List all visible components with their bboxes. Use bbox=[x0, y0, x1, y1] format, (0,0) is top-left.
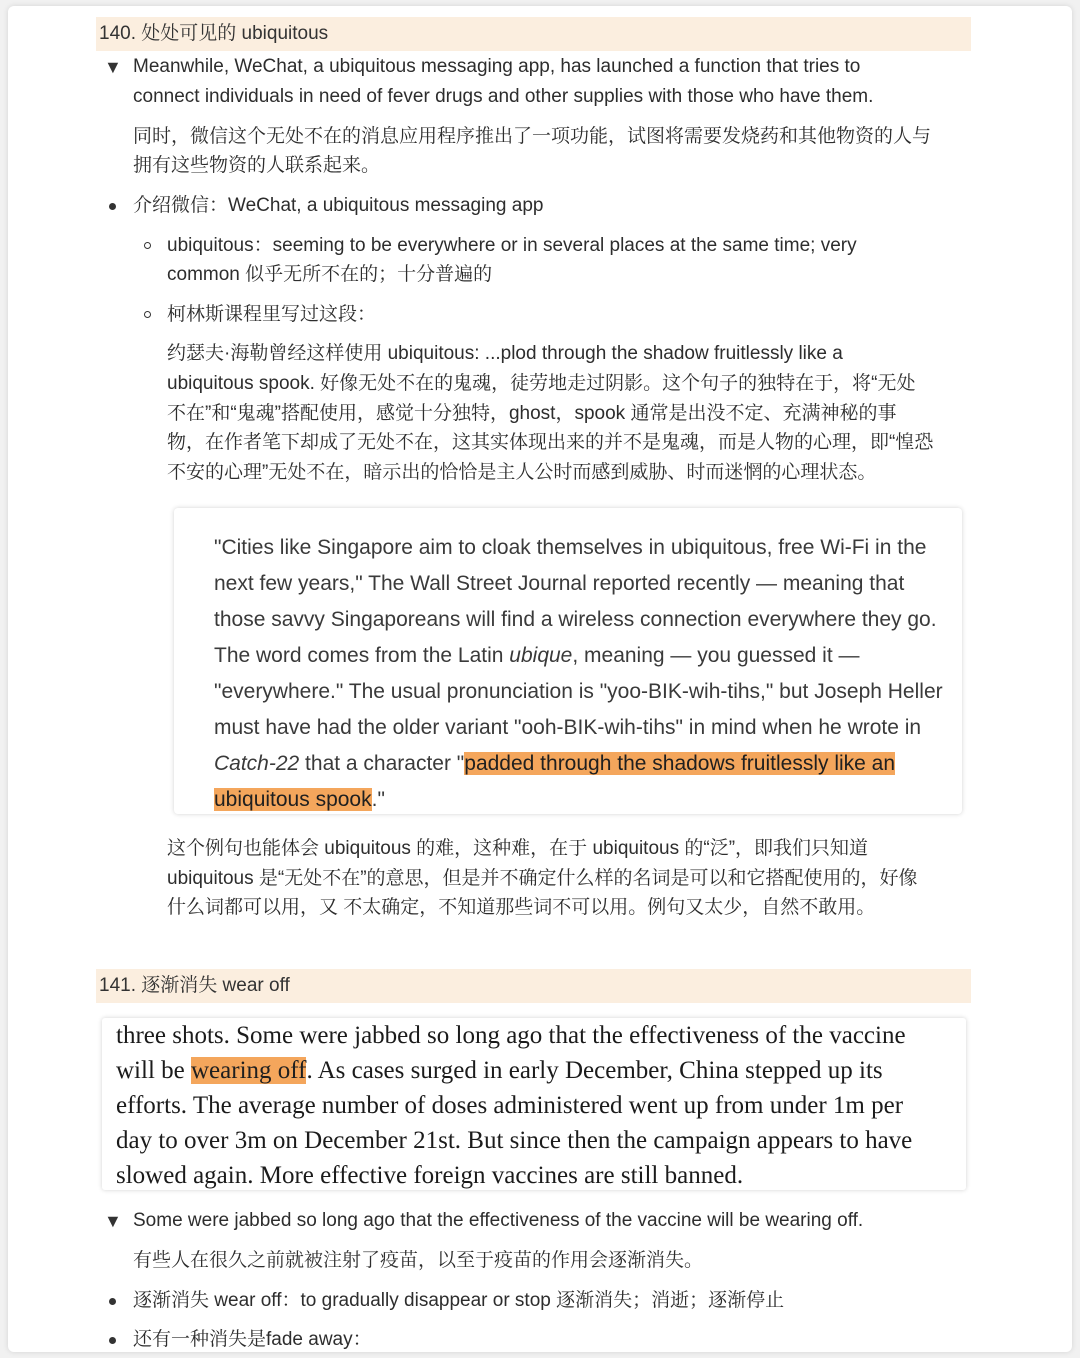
bullet-definition: 逐渐消失 wear off：to gradually disappear or stop 逐渐消失；消逝；逐渐停止 bbox=[133, 1290, 785, 1311]
section-141-header: 141. 逐渐消失 wear off bbox=[96, 969, 971, 1003]
quote-image-card bbox=[174, 508, 962, 814]
document-page bbox=[8, 6, 1072, 1352]
paragraph-line-3: 不在”和“鬼魂”搭配使用，感觉十分独特，ghost，spook 通常是出没不定、充满神秘的事 bbox=[167, 403, 897, 424]
closing-line-2: ubiquitous 是“无处不在”的意思，但是并不确定什么样的名词是可以和它搭配使用的，好像 bbox=[167, 868, 918, 889]
excerpt-line-5: slowed again. More effective foreign vaccines are still banned. bbox=[116, 1162, 744, 1189]
highlighted-text: ubiquitous spook bbox=[214, 788, 372, 811]
translation-line-2: 拥有这些物资的人联系起来。 bbox=[133, 155, 381, 176]
quote-line-4: The word comes from the Latin ubique, meaning — you guessed it — bbox=[214, 644, 860, 667]
quote-line-3: those savvy Singaporeans will find a wireless connection everywhere they go. bbox=[214, 608, 937, 631]
section-140-header: 140. 处处可见的 ubiquitous bbox=[96, 17, 971, 51]
toggle-triangle-icon[interactable]: ▼ bbox=[104, 57, 122, 77]
closing-line-1: 这个例句也能体会 ubiquitous 的难，这种难，在于 ubiquitous 的“泛”，即我们只知道 bbox=[167, 838, 869, 859]
quote-line-8: ubiquitous spook." bbox=[214, 788, 385, 811]
paragraph-line-4: 物，在作者笔下却成了无处不在，这其实体现出来的并不是鬼魂，而是人物的心理，即“惶恐 bbox=[167, 432, 934, 453]
quote-line-5: "everywhere." The usual pronunciation is "yoo-BIK-wih-tihs," but Joseph Heller bbox=[214, 680, 943, 703]
bullet-fade-away: 还有一种消失是fade away： bbox=[133, 1329, 372, 1350]
translation-line-1: 同时，微信这个无处不在的消息应用程序推出了一项功能，试图将需要发烧药和其他物资的人与 bbox=[133, 126, 932, 147]
collins-note: 柯林斯课程里写过这段： bbox=[167, 304, 377, 325]
closing-line-3: 什么词都可以用，又 不太确定，不知道那些词不可以用。例句又太少，自然不敢用。 bbox=[167, 897, 876, 918]
quote-line-7: Catch-22 that a character "padded through the shadows fruitlessly like an bbox=[214, 752, 896, 775]
bullet-icon bbox=[109, 203, 116, 210]
paragraph-line-2: ubiquitous spook. 好像无处不在的鬼魂，徒劳地走过阴影。这个句子的独特在于，将“无处 bbox=[167, 373, 916, 394]
quote-line-1: "Cities like Singapore aim to cloak themselves in ubiquitous, free Wi-Fi in the bbox=[214, 536, 927, 559]
paragraph-line-5: 不安的心理”无处不在，暗示出的恰恰是主人公时而感到威胁、时而迷惘的心理状态。 bbox=[167, 462, 877, 483]
quote-line-2: next few years," The Wall Street Journal reported recently — meaning that bbox=[214, 572, 905, 595]
highlighted-text: padded through the shadows fruitlessly like an bbox=[464, 752, 896, 775]
example-sentence-line-2: connect individuals in need of fever drugs and other supplies with those who have them. bbox=[133, 86, 874, 107]
excerpt-line-1: three shots. Some were jabbed so long ago that the effectiveness of the vaccine bbox=[116, 1022, 906, 1049]
excerpt-line-4: day to over 3m on December 21st. But since then the campaign appears to have bbox=[116, 1127, 913, 1154]
sub-bullet-icon bbox=[144, 311, 151, 318]
economist-excerpt-card bbox=[102, 1018, 966, 1190]
excerpt-line-2: will be wearing off. As cases surged in early December, China stepped up its bbox=[116, 1057, 883, 1084]
bullet-icon bbox=[109, 1298, 116, 1305]
example-sentence: Some were jabbed so long ago that the effectiveness of the vaccine will be wearing off. bbox=[133, 1210, 864, 1231]
paragraph-line-1: 约瑟夫·海勒曾经这样使用 ubiquitous: ...plod through the shadow fruitlessly like a bbox=[167, 343, 843, 364]
toggle-triangle-icon[interactable]: ▼ bbox=[104, 1211, 122, 1231]
bullet-intro-wechat: 介绍微信：WeChat, a ubiquitous messaging app bbox=[133, 195, 544, 216]
quote-line-6: must have had the older variant "ooh-BIK-wih-tihs" in mind when he wrote in bbox=[214, 716, 922, 739]
highlighted-text: wearing off bbox=[191, 1057, 307, 1084]
definition-line-1: ubiquitous：seeming to be everywhere or in several places at the same time; very bbox=[167, 235, 857, 256]
translation: 有些人在很久之前就被注射了疫苗，以至于疫苗的作用会逐渐消失。 bbox=[133, 1250, 704, 1271]
example-sentence-line-1: Meanwhile, WeChat, a ubiquitous messaging app, has launched a function that tries to bbox=[133, 56, 861, 77]
bullet-icon bbox=[109, 1337, 116, 1344]
definition-line-2: common 似乎无所不在的；十分普遍的 bbox=[167, 264, 493, 285]
excerpt-line-3: efforts. The average number of doses administered went up from under 1m per bbox=[116, 1092, 904, 1119]
sub-bullet-icon bbox=[144, 242, 151, 249]
